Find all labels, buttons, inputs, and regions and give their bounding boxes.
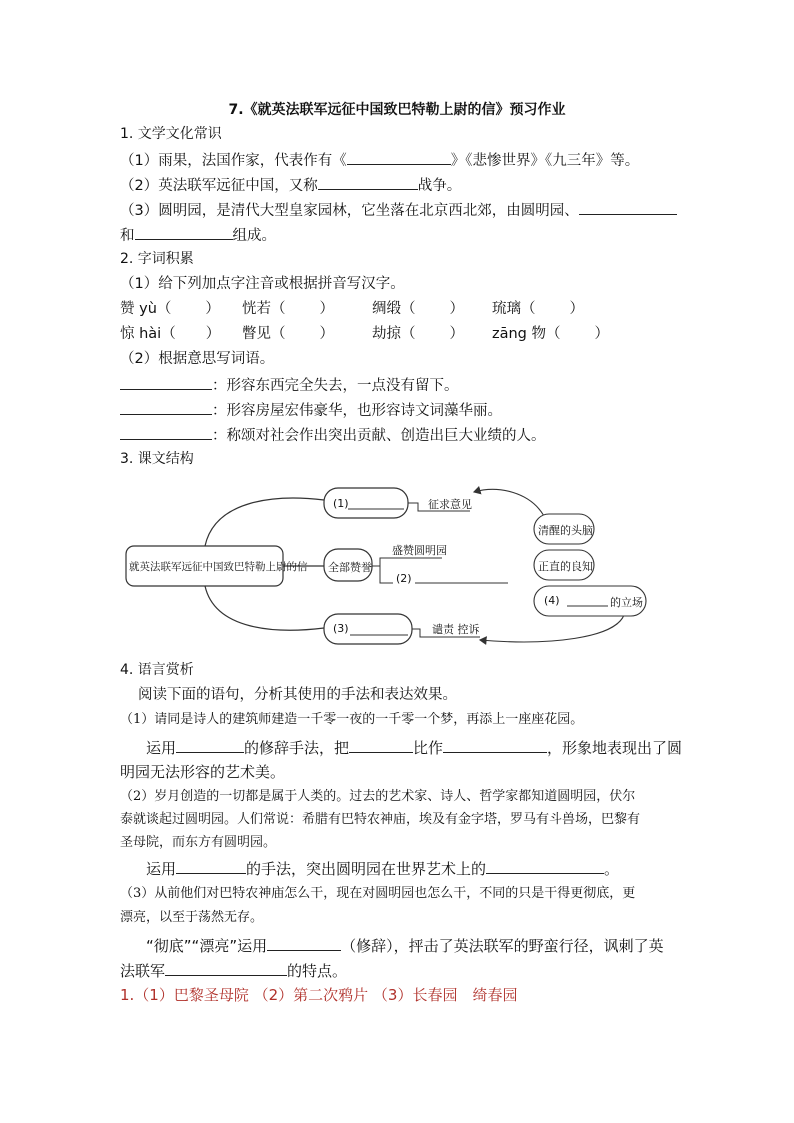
- right-oval-2-label: 正直的良知: [538, 560, 593, 573]
- section-4-heading: 4. 语言赏析: [120, 662, 194, 678]
- right-oval-3-label-b: 的立场: [610, 596, 643, 609]
- section-2-heading: 2. 字词积累: [120, 251, 194, 267]
- s4-q3-line1: （3）从前他们对巴特农神庙怎么干，现在对圆明园也怎么干，不同的只是干得更彻底，更: [120, 886, 636, 901]
- s1-q3-text-d: 组成。: [232, 228, 276, 244]
- s1-q2-text-a: （2）英法联军远征中国，又称: [120, 178, 318, 194]
- right-oval-3-label-a: (4): [544, 594, 560, 607]
- section-1-heading: 1. 文学文化常识: [120, 126, 222, 142]
- s1-q1-text-a: （1）雨果，法国作家，代表作有《: [120, 153, 347, 169]
- pinyin-item: 恍若（ ）: [242, 301, 334, 317]
- s4-q1: （1）请同是诗人的建筑师建造一千零一夜的一千零一个梦，再添上一座座花园。: [120, 712, 584, 727]
- s4-a3-line2: 法联军 的特点。: [120, 962, 348, 980]
- center-label: 就英法联军远征中国致巴特勒上尉的信: [129, 561, 308, 573]
- branch-1-label: (1): [333, 497, 349, 510]
- s4-intro: 阅读下面的语句，分析其使用的手法和表达效果。: [138, 687, 457, 703]
- s2-sub1: （1）给下列加点字注音或根据拼音写汉字。: [120, 276, 405, 292]
- answer-blank[interactable]: [349, 737, 413, 753]
- s4-q2-line2: 泰就谈起过圆明园。人们常说：希腊有巴特农神庙，埃及有金字塔，罗马有斗兽场，巴黎有: [120, 812, 641, 827]
- bracket-line: [372, 558, 442, 566]
- section-3-heading: 3. 课文结构: [120, 451, 194, 467]
- s4-q2-line1: （2）岁月创造的一切都是属于人类的。过去的艺术家、诗人、哲学家都知道圆明园，伏尔: [120, 789, 636, 804]
- answer-blank[interactable]: [443, 737, 547, 753]
- s4-q3-line2: 漂亮，以至于荡然无存。: [120, 910, 264, 925]
- answer-blank[interactable]: [176, 737, 244, 753]
- branch-1-note: 征求意见: [428, 498, 472, 511]
- branch-line: [205, 586, 324, 630]
- s4-a2: 运用 的手法，突出圆明园在世界艺术上的 。: [146, 860, 620, 878]
- branch-2-note-1: 盛赞圆明园: [392, 544, 447, 557]
- arrow-icon: [474, 489, 544, 516]
- s2-def-2: ：形容房屋宏伟豪华，也形容诗文词藻华丽。: [120, 399, 502, 421]
- answer-blank[interactable]: [486, 858, 604, 874]
- s1-q3-text-c: 和: [120, 228, 135, 244]
- arrow-icon: [480, 615, 624, 642]
- pinyin-item: 瞥见（ ）: [242, 326, 334, 342]
- s1-q2-text-b: 战争。: [417, 178, 462, 194]
- pinyin-item: 琉璃（ ）: [492, 301, 584, 317]
- branch-line: [205, 498, 324, 546]
- s2-def-3: ：称颂对社会作出突出贡献、创造出巨大业绩的人。: [120, 424, 546, 446]
- pinyin-item: zāng 物（ ）: [492, 326, 609, 342]
- s4-q2-line3: 圣母院，而东方有圆明园。: [120, 835, 277, 850]
- answer-blank[interactable]: [267, 935, 341, 951]
- answer-blank[interactable]: [165, 960, 287, 976]
- s4-a1-line2: 明园无法形容的艺术美。: [120, 763, 286, 781]
- s1-q1-text-b: 》《悲惨世界》《九三年》等。: [450, 153, 640, 169]
- bracket-line: [380, 566, 393, 583]
- pinyin-item: 劫掠（ ）: [372, 326, 464, 342]
- pinyin-item: 赞 yù（ ）: [120, 301, 220, 317]
- branch-2-note-2: (2): [396, 572, 412, 585]
- s1-q3-text-a: （3）圆明园，是清代大型皇家园林，它坐落在北京西北郊，由圆明园、: [120, 203, 579, 219]
- answer-key: 1.（1）巴黎圣母院 （2）第二次鸦片 （3）长春园 绮春园: [120, 986, 518, 1004]
- page-title: 7.《就英法联军远征中国致巴特勒上尉的信》预习作业: [228, 102, 566, 118]
- right-oval-1-label: 清醒的头脑: [538, 524, 593, 537]
- pinyin-item: 惊 hài（ ）: [120, 326, 221, 342]
- branch-3-note: 谴责 控诉: [432, 623, 480, 636]
- branch-3-label: (3): [333, 622, 349, 635]
- s2-sub2: （2）根据意思写词语。: [120, 351, 275, 367]
- s4-a1-line1: 运用 的修辞手法，把 比作 ，形象地表现出了圆: [146, 739, 683, 757]
- pinyin-item: 绸缎（ ）: [372, 301, 464, 317]
- s2-def-1: ：形容东西完全失去，一点没有留下。: [120, 374, 459, 396]
- branch-2-label: 全部赞誉: [328, 561, 372, 574]
- s4-a3-line1: “彻底”“漂亮”运用 （修辞），抨击了英法联军的野蛮行径，讽刺了英: [146, 937, 664, 955]
- answer-blank[interactable]: [176, 858, 246, 874]
